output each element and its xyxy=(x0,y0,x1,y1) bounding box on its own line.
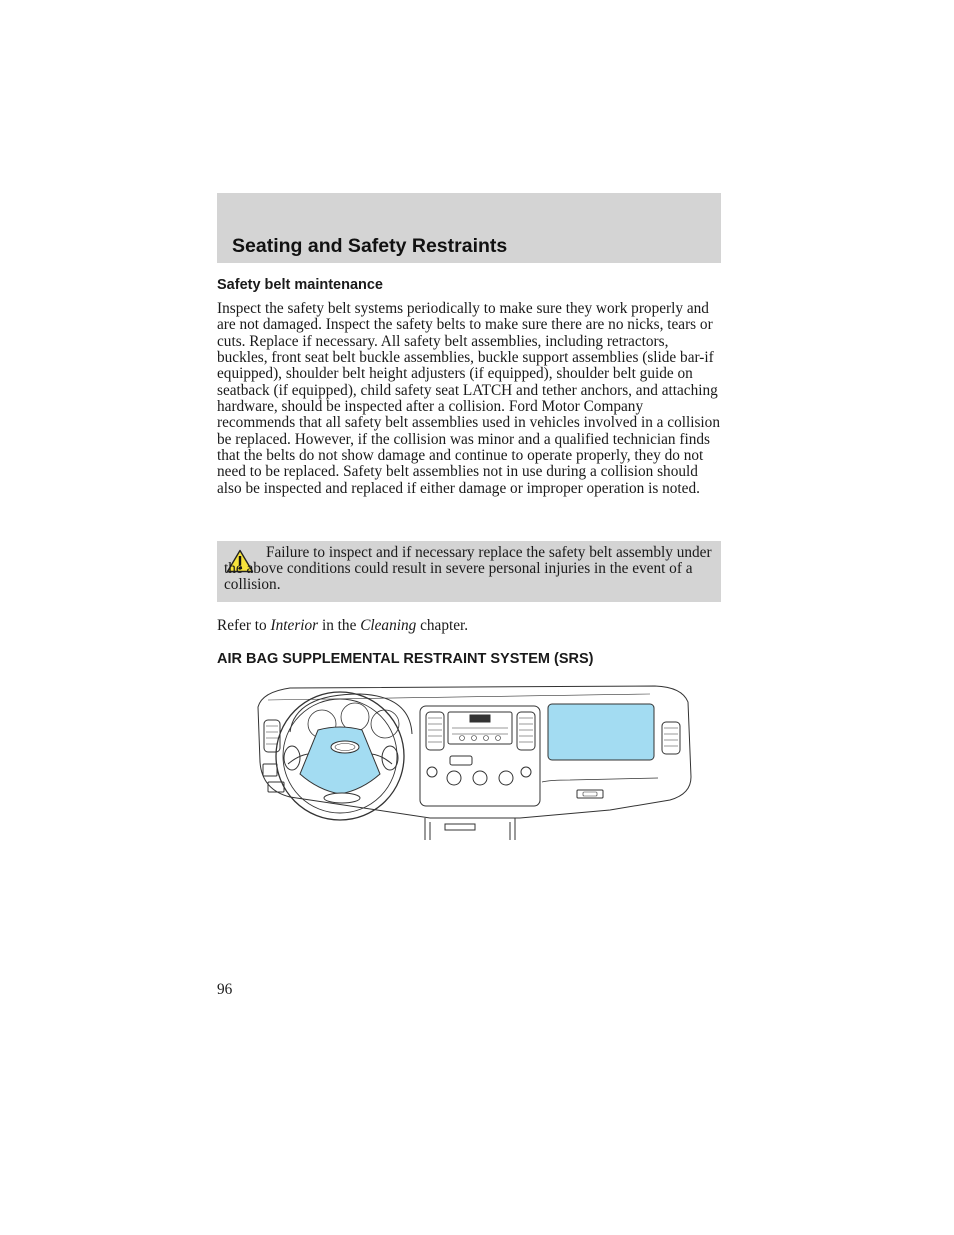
warning-box xyxy=(217,541,721,602)
refer-term-cleaning: Cleaning xyxy=(360,617,417,634)
dashboard-airbag-illustration xyxy=(250,672,695,840)
refer-middle: in the xyxy=(318,617,361,634)
section-heading: AIR BAG SUPPLEMENTAL RESTRAINT SYSTEM (SRS) xyxy=(217,651,594,667)
refer-prefix: Refer to xyxy=(217,617,271,634)
refer-suffix: chapter. xyxy=(416,617,469,634)
page-number: 96 xyxy=(217,981,233,998)
body-paragraph: Inspect the safety belt systems periodically to make sure they work properly and are not damaged. Inspect the safety belts to make sure there are no nicks, tears or cuts. Replace if necessary. All safety belt assemblies, including retractors, buckles, front seat belt buckle assemblies, buckle support assemblies (slide bar-if equipped), shoulder belt height adjusters (if equipped), shoulder belt guide on seatback (if equipped), child safety seat LATCH and tether anchors, and attaching hardware, should be inspected after a collision. Ford Motor Company recommends that all safety belt assemblies used in vehicles involved in a collision be replaced. However, if the collision was minor and a qualified technician finds that the belts do not show damage and continue to operate properly, they do not need to be replaced. Safety belt assemblies not in use during a collision should also be inspected and replaced if either damage or improper operation is noted. xyxy=(217,300,720,497)
warning-text: Failure to inspect and if necessary replace the safety belt assembly under the above conditions could result in severe personal injuries in the event of a collision. xyxy=(224,544,712,594)
chapter-header xyxy=(217,193,721,263)
refer-term-interior: Interior xyxy=(270,617,319,634)
refer-line xyxy=(217,617,468,635)
section-subheading: Safety belt maintenance xyxy=(217,277,383,293)
chapter-title: Seating and Safety Restraints xyxy=(232,235,508,257)
